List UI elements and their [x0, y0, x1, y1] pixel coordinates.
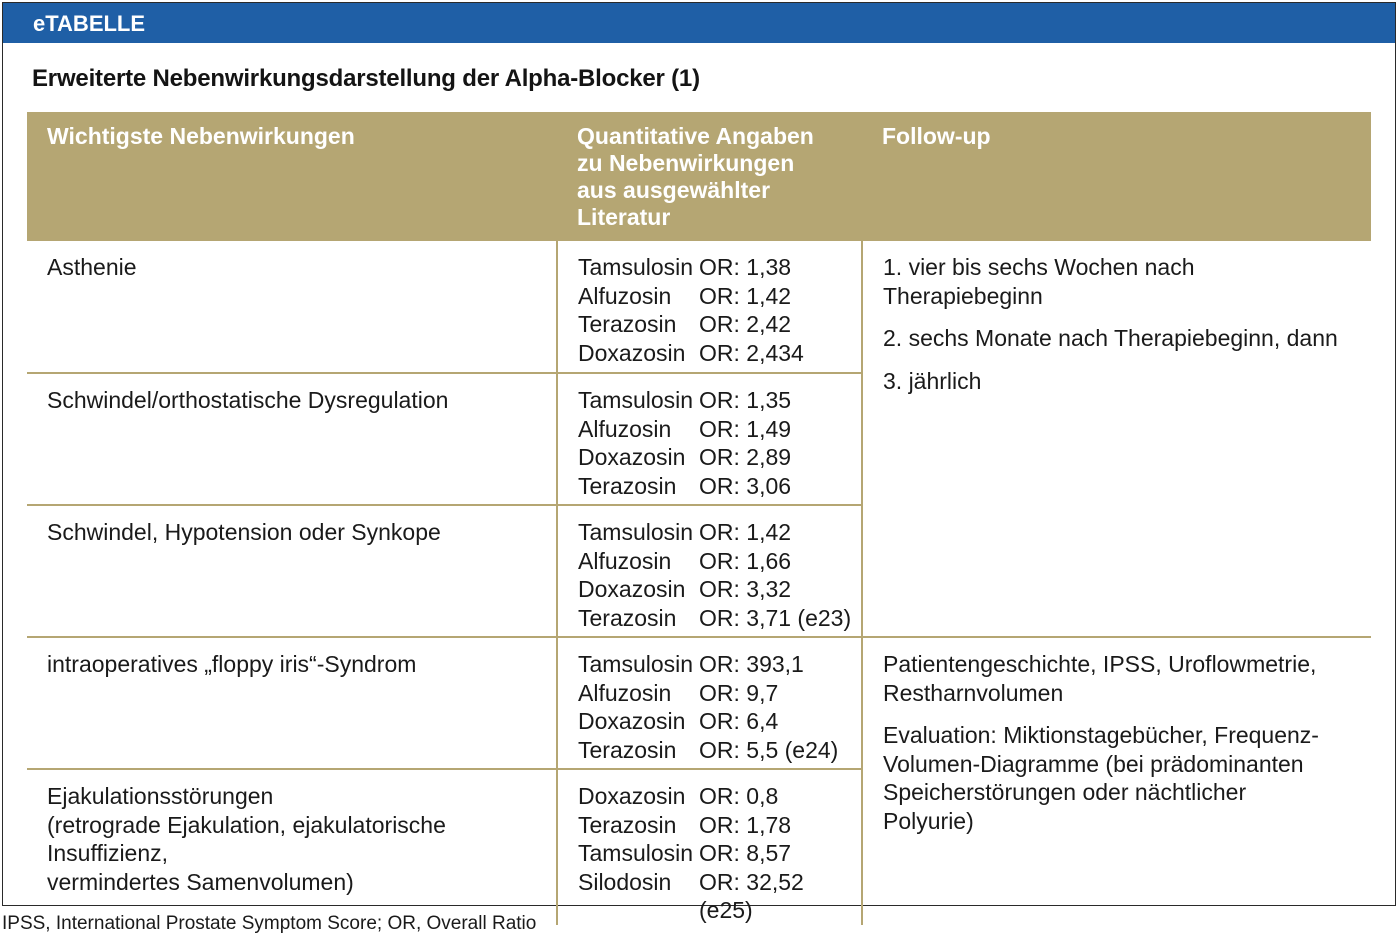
side-effect-text: (retrograde Ejakulation, ejakulatorische Insuffizienz,	[47, 811, 446, 866]
side-effects-table	[27, 112, 1371, 925]
table-header-row	[27, 112, 1371, 241]
side-effect-cell	[27, 373, 557, 505]
drug-name: Doxazosin	[578, 339, 686, 366]
followup-item: 1. vier bis sechs Wochen nach Therapiebeginn	[883, 254, 1195, 309]
odds-ratio-value: OR: 1,66	[699, 547, 792, 574]
drug-line	[578, 443, 861, 472]
drug-name: Tamsulosin	[578, 387, 694, 413]
side-effect-text: Schwindel, Hypotension oder Synkope	[47, 519, 441, 545]
drug-name: Doxazosin	[578, 444, 686, 470]
footnote: IPSS, International Prostate Symptom Score; OR, Overall Ratio	[2, 913, 537, 934]
column-header-effects: Wichtigste Nebenwirkungen	[27, 112, 557, 241]
odds-ratio-value: OR: 32,52 (e25)	[699, 868, 804, 923]
drug-line	[578, 707, 861, 736]
drug-name: Doxazosin	[578, 576, 686, 602]
drug-name: Terazosin	[578, 472, 677, 499]
drug-name: Tamsulosin	[578, 254, 694, 280]
drug-line	[578, 310, 861, 339]
followup-item: 3. jährlich	[883, 367, 982, 394]
drug-name: Alfuzosin	[578, 547, 672, 574]
quantitative-cell	[557, 505, 862, 637]
odds-ratio-value: OR: 1,42	[699, 282, 792, 309]
drug-line	[578, 604, 861, 633]
drug-name: Tamsulosin	[578, 519, 694, 545]
drug-name: Alfuzosin	[578, 415, 672, 442]
odds-ratio-value: OR: 1,78	[699, 811, 792, 838]
side-effect-text: intraoperatives „floppy iris“-Syndrom	[47, 651, 417, 677]
drug-line	[578, 679, 861, 708]
drug-line	[578, 415, 861, 444]
quantitative-cell	[557, 373, 862, 505]
drug-line	[578, 736, 861, 765]
drug-line	[578, 472, 861, 501]
odds-ratio-value: OR: 6,4	[699, 708, 779, 734]
drug-name: Doxazosin	[578, 708, 686, 734]
drug-name: Tamsulosin	[578, 840, 694, 866]
table-row	[27, 637, 1371, 769]
drug-line	[578, 839, 861, 868]
drug-line	[578, 339, 861, 368]
page-title: Erweiterte Nebenwirkungsdarstellung der Alpha-Blocker (1)	[32, 65, 700, 92]
drug-name: Alfuzosin	[578, 679, 672, 706]
drug-line	[578, 650, 861, 679]
side-effect-text: vermindertes Samenvolumen)	[47, 868, 354, 895]
odds-ratio-value: OR: 2,42	[699, 311, 792, 337]
followup-item: 2. sechs Monate nach Therapiebeginn, dann	[883, 325, 1338, 351]
odds-ratio-value: OR: 3,71 (e23)	[699, 604, 852, 631]
odds-ratio-value: OR: 3,32	[699, 576, 792, 602]
drug-name: Tamsulosin	[578, 651, 694, 677]
followup-item: Evaluation: Miktionstagebücher, Frequenz-Volumen-Diagramme (bei prädominanten Speicherstörungen oder nächtlicher Polyurie)	[883, 722, 1319, 834]
odds-ratio-value: OR: 0,8	[699, 783, 779, 809]
drug-line	[578, 547, 861, 576]
column-header-quantitative: Quantitative Angaben zu Nebenwirkungen aus ausgewählter Literatur	[557, 112, 862, 241]
odds-ratio-value: OR: 1,35	[699, 387, 792, 413]
odds-ratio-value: OR: 1,38	[699, 254, 792, 280]
drug-line	[578, 518, 861, 547]
followup-cell	[862, 637, 1371, 925]
side-effect-text: Ejakulationsstörungen	[47, 783, 274, 809]
drug-name: Doxazosin	[578, 783, 686, 809]
odds-ratio-value: OR: 1,49	[699, 415, 792, 442]
column-header-followup: Follow-up	[862, 112, 1371, 241]
table-row	[27, 241, 1371, 373]
odds-ratio-value: OR: 1,42	[699, 519, 792, 545]
quantitative-cell	[557, 241, 862, 373]
odds-ratio-value: OR: 393,1	[699, 651, 804, 677]
odds-ratio-value: OR: 8,57	[699, 840, 792, 866]
side-effect-cell	[27, 241, 557, 373]
odds-ratio-value: OR: 9,7	[699, 679, 779, 706]
side-effect-cell	[27, 637, 557, 769]
side-effect-cell	[27, 505, 557, 637]
drug-name: Terazosin	[578, 604, 677, 631]
odds-ratio-value: OR: 2,89	[699, 444, 792, 470]
etabelle-header: eTABELLE	[3, 3, 1395, 43]
drug-line	[578, 575, 861, 604]
drug-name: Terazosin	[578, 736, 677, 763]
side-effect-text: Asthenie	[47, 254, 137, 280]
drug-line	[578, 253, 861, 282]
odds-ratio-value: OR: 2,434	[699, 339, 804, 366]
quantitative-cell	[557, 637, 862, 769]
drug-name: Alfuzosin	[578, 282, 672, 309]
followup-item: Patientengeschichte, IPSS, Uroflowmetrie, Restharnvolumen	[883, 651, 1317, 706]
drug-name: Terazosin	[578, 811, 677, 838]
drug-line	[578, 386, 861, 415]
quantitative-cell	[557, 769, 862, 925]
drug-line	[578, 868, 861, 925]
drug-name: Silodosin	[578, 868, 672, 895]
drug-line	[578, 782, 861, 811]
odds-ratio-value: OR: 5,5 (e24)	[699, 736, 839, 763]
side-effect-cell	[27, 769, 557, 925]
drug-line	[578, 282, 861, 311]
drug-line	[578, 811, 861, 840]
followup-cell	[862, 241, 1371, 637]
drug-name: Terazosin	[578, 311, 677, 337]
side-effect-text: Schwindel/orthostatische Dysregulation	[47, 387, 449, 413]
odds-ratio-value: OR: 3,06	[699, 472, 792, 499]
